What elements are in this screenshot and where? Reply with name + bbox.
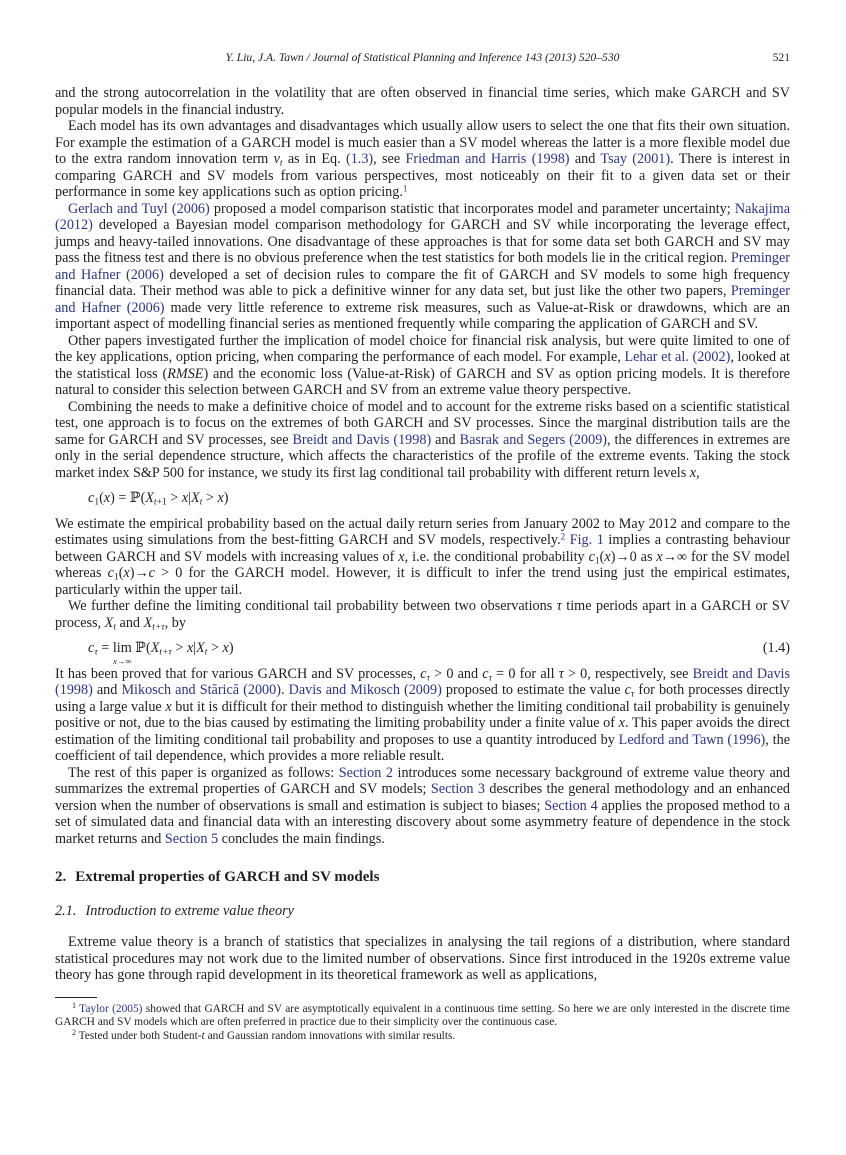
footnotes — [55, 997, 790, 1045]
text-span: c — [482, 665, 489, 682]
citation-link[interactable]: Gerlach and Tuyl (2006) — [68, 200, 210, 217]
text-span: τ — [426, 672, 430, 683]
footnote-divider — [55, 997, 97, 998]
heading-title: Introduction to extreme value theory — [85, 903, 295, 919]
text-span: x — [217, 490, 224, 506]
text-span: t — [279, 158, 283, 169]
text-span: 1 — [113, 572, 119, 583]
limit-operator: lim x→∞ — [112, 640, 132, 666]
body-paragraph: We estimate the empirical probability based on the actual daily return series from January 2002 to May 2012 and compare to the estimates using simulations from the best-fitting GARCH and SV models, respectively.$^2$ Fig. 1 implies a contrasting behaviour between GARCH and SV models with increasing values of x, i.e. the conditional probability $c_1(x)\to 0$ as x→∞ for the SV model whereas $c_1(x)\to c > 0$ for the GARCH model. However, it is difficult to infer the trend using just the empirical estimates, particularly within the upper tail. — [55, 515, 791, 598]
text-span: X — [196, 640, 205, 656]
text-span: t — [154, 497, 157, 508]
footnote-ref-link[interactable]: 1 — [402, 183, 408, 194]
text-span: 1 — [594, 555, 600, 566]
text-span: x — [398, 548, 405, 565]
footnote-ref-link[interactable]: 2 — [560, 531, 566, 542]
body-paragraph: and the strong autocorrelation in the volatility that are often observed in financial time series, which make GARCH and SV popular models in the financial industry. — [55, 85, 790, 118]
text-span: v — [273, 151, 280, 167]
citation-link[interactable]: Tsay (2001) — [600, 151, 671, 167]
equation-body: $c_1(x)$ = $ℙ(X_{t+1} > x|X_t > x)$ — [88, 490, 229, 508]
text-span: x — [656, 548, 663, 565]
article-body — [55, 85, 790, 1044]
text-span: τ — [488, 672, 492, 683]
equation-body: $c_\tau = \lim$ x→∞ $ℙ(X_{t+\tau} > x|X_t > x)$ — [88, 640, 234, 666]
footnote: $^2$ Tested under both Student-t and Gaussian random innovations with similar results. — [72, 1028, 456, 1043]
citation-link[interactable]: Davis and Mikosch (2009) — [288, 682, 442, 698]
citation-link[interactable]: Preminger and Hafner (2006) — [55, 250, 790, 283]
body-paragraph: We further define the limiting conditional tail probability between two observations τ time periods apart in a GARCH or SV process, $X_t$ and $X_{t+\tau}$, by — [55, 598, 790, 632]
text-span: X — [143, 614, 153, 631]
footnote-marker: 1 — [72, 1000, 76, 1010]
text-span: x — [604, 548, 611, 565]
text-span: x — [123, 565, 130, 581]
text-span: t — [199, 497, 203, 508]
citation-link[interactable]: (1.3) — [345, 151, 374, 167]
text-span: x — [181, 490, 189, 506]
citation-link[interactable]: Lehar et al. (2002) — [624, 349, 731, 365]
text-span: c — [88, 640, 95, 656]
citation-link[interactable]: Mikosch and Stărică (2000) — [121, 682, 281, 698]
section-heading — [55, 869, 790, 886]
text-span: t+τ — [152, 621, 165, 632]
text-span: t — [201, 1030, 205, 1043]
text-span: c — [88, 490, 95, 506]
citation-link[interactable]: Taylor (2005) — [79, 1002, 143, 1015]
text-span: x — [222, 640, 229, 656]
heading-title: Extremal properties of GARCH and SV models — [75, 869, 380, 885]
text-span: t+τ — [159, 647, 172, 658]
citation-link[interactable]: Friedman and Harris (1998) — [405, 151, 570, 167]
subsection-heading — [55, 903, 790, 920]
page-header — [55, 51, 790, 67]
citation-link[interactable]: Fig. 1 — [569, 532, 604, 548]
text-span: x — [618, 715, 625, 731]
citation-link[interactable]: Nakajima (2012) — [55, 200, 790, 233]
text-span: X — [191, 490, 200, 506]
text-span: c — [588, 548, 595, 565]
citation-link[interactable]: Breidt and Davis (1998) — [292, 431, 432, 448]
heading-number: 2.1. — [55, 903, 77, 919]
text-span: RMSE — [167, 365, 204, 382]
text-span: x — [186, 640, 194, 656]
citation-link[interactable]: Basrak and Segers (2009) — [459, 431, 608, 448]
citation-link[interactable]: Section 2 — [338, 764, 393, 781]
text-span: X — [145, 490, 154, 506]
body-paragraph: Extreme value theory is a branch of statistics that specializes in analysing the tail regions of a distribution, where standard statistical procedures may not work due to the limited number of observations. Since first introduced in the 1920s extreme value theory has gone through rapid development in its theoretical framework as well as applications, — [55, 934, 790, 983]
text-span: τ — [558, 665, 564, 682]
text-span: +1 — [156, 497, 167, 508]
text-span: τ — [94, 647, 98, 658]
text-span: x — [103, 490, 111, 506]
footnote: $^1$ Taylor (2005) showed that GARCH and SV are asymptotically equivalent in a continuous time setting. So here we are only interested in the discrete time GARCH and SV models which are often preferred in practice due to their simplicity over the continuous case. — [55, 1000, 790, 1029]
body-paragraph: Gerlach and Tuyl (2006) proposed a model comparison statistic that incorporates model and parameter uncertainty; Nakajima (2012) developed a Bayesian model comparison methodology for GARCH and SV while incorporating the leverage effect, jumps and heavy-tailed innovations. One disadvantage of these approaches is that for some data set both GARCH and SV may pass the fitness test and there is no obvious preference when the test statistics for both models lie in the critical region. Preminger and Hafner (2006) developed a set of decision rules to compare the fit of GARCH and SV models to some high frequency financial data. Their method was able to pick a definitive winner for any data set, but just like the other two papers, Preminger and Hafner (2006) made very little reference to extreme risk measures, such as Value-at-Risk or drawdowns, which are an important aspect of modelling financial series as mentioned frequently while comparing the application of GARCH and SV. — [55, 200, 790, 332]
text-span: X — [150, 640, 160, 656]
text-span: x — [689, 464, 697, 481]
equation — [55, 490, 790, 507]
citation-link[interactable]: Section 5 — [164, 830, 219, 847]
page-number: 521 — [772, 51, 790, 64]
text-span: x — [165, 698, 172, 715]
text-span: 1 — [94, 497, 100, 508]
text-span: X — [104, 614, 114, 631]
text-span: c — [148, 565, 155, 581]
text-span: c — [420, 665, 427, 682]
citation-link[interactable]: Breidt and Davis (1998) — [55, 665, 790, 698]
text-span: c — [624, 682, 631, 698]
text-span: t — [113, 621, 116, 632]
footnote-marker: 2 — [72, 1028, 76, 1038]
citation-link[interactable]: Section 4 — [544, 797, 598, 814]
citation-link[interactable]: Ledford and Tawn (1996) — [618, 731, 766, 748]
heading-number: 2. — [55, 869, 67, 885]
body-paragraph: Other papers investigated further the implication of model choice for financial risk analysis, but were quite limited to one of the key applications, option pricing, when comparing the performance of each model. For example, Lehar et al. (2002), looked at the statistical loss (RMSE) and the economic loss (Value-at-Risk) of GARCH and SV as option pricing models. It is therefore natural to consider this selection between GARCH and SV from an extreme value theory perspective. — [55, 332, 790, 398]
body-paragraph: Combining the needs to make a definitive choice of model and to account for the extreme risks based on a scientific statistical test, one approach is to focus on the extremes of both GARCH and SV processes. Since the marginal distribution tails are the same for GARCH and SV processes, see Breidt and Davis (1998) and Basrak and Segers (2009), the differences in extremes are only in the serial dependence structure, which affects the characteristics of the profile of the extreme events. Taking the stock market index S&P 500 for instance, we study its first lag conditional tail probability with different return levels x, — [55, 398, 790, 481]
citation-link[interactable]: Preminger and Hafner (2006) — [55, 283, 790, 316]
text-span: τ — [630, 689, 635, 700]
citation-link[interactable]: Section 3 — [430, 781, 485, 797]
text-span: t — [204, 647, 208, 658]
equation — [55, 640, 790, 666]
text-span: τ — [556, 598, 562, 614]
journal-citation: Y. Liu, J.A. Tawn / Journal of Statistical Planning and Inference 143 (2013) 520–530 — [225, 51, 620, 64]
body-paragraph: It has been proved that for various GARCH and SV processes, $c_\tau > 0$ and $c_\tau = 0$ for all τ > 0, respectively, see Breidt and Davis (1998) and Mikosch and Stărică (2000). Davis and Mikosch (2009) proposed to estimate the value $c_\tau$ for both processes directly using a large value x but it is difficult for their method to distinguish whether the limiting conditional tail probability is genuinely positive or not, due to the bias caused by estimating the limiting probability under a finite value of x. This paper avoids the direct estimation of the limiting conditional tail probability and proposes to use a quantity introduced by Ledford and Tawn (1996), the coefficient of tail dependence, which provides a more reliable result. — [55, 665, 790, 764]
body-paragraph: Each model has its own advantages and disadvantages which usually allow users to select the one that fits their own situation. For example the estimation of a GARCH model is much easier than a SV model whereas the latter is a more flexible model due to the extra random innovation term $v_t$ as in Eq. (1.3), see Friedman and Harris (1998) and Tsay (2001). There is interest in comparing GARCH and SV models from various perspectives, most noticeably on their fit to a given data set or their performance in some key applications such as option pricing.$^1$ — [55, 118, 790, 200]
text-span: c — [107, 565, 114, 581]
body-paragraph: The rest of this paper is organized as follows: Section 2 introduces some necessary background of extreme value theory and summarizes the extremal properties of GARCH and SV models; Section 3 describes the general methodology and an enhanced version when the number of observations is small and estimation is subject to biases; Section 4 applies the proposed method to a set of simulated data and financial data with an interesting discovery about some asymmetry feature of dependence in the stock market returns and Section 5 concludes the main findings. — [55, 764, 790, 847]
equation-number: (1.4) — [762, 640, 790, 656]
